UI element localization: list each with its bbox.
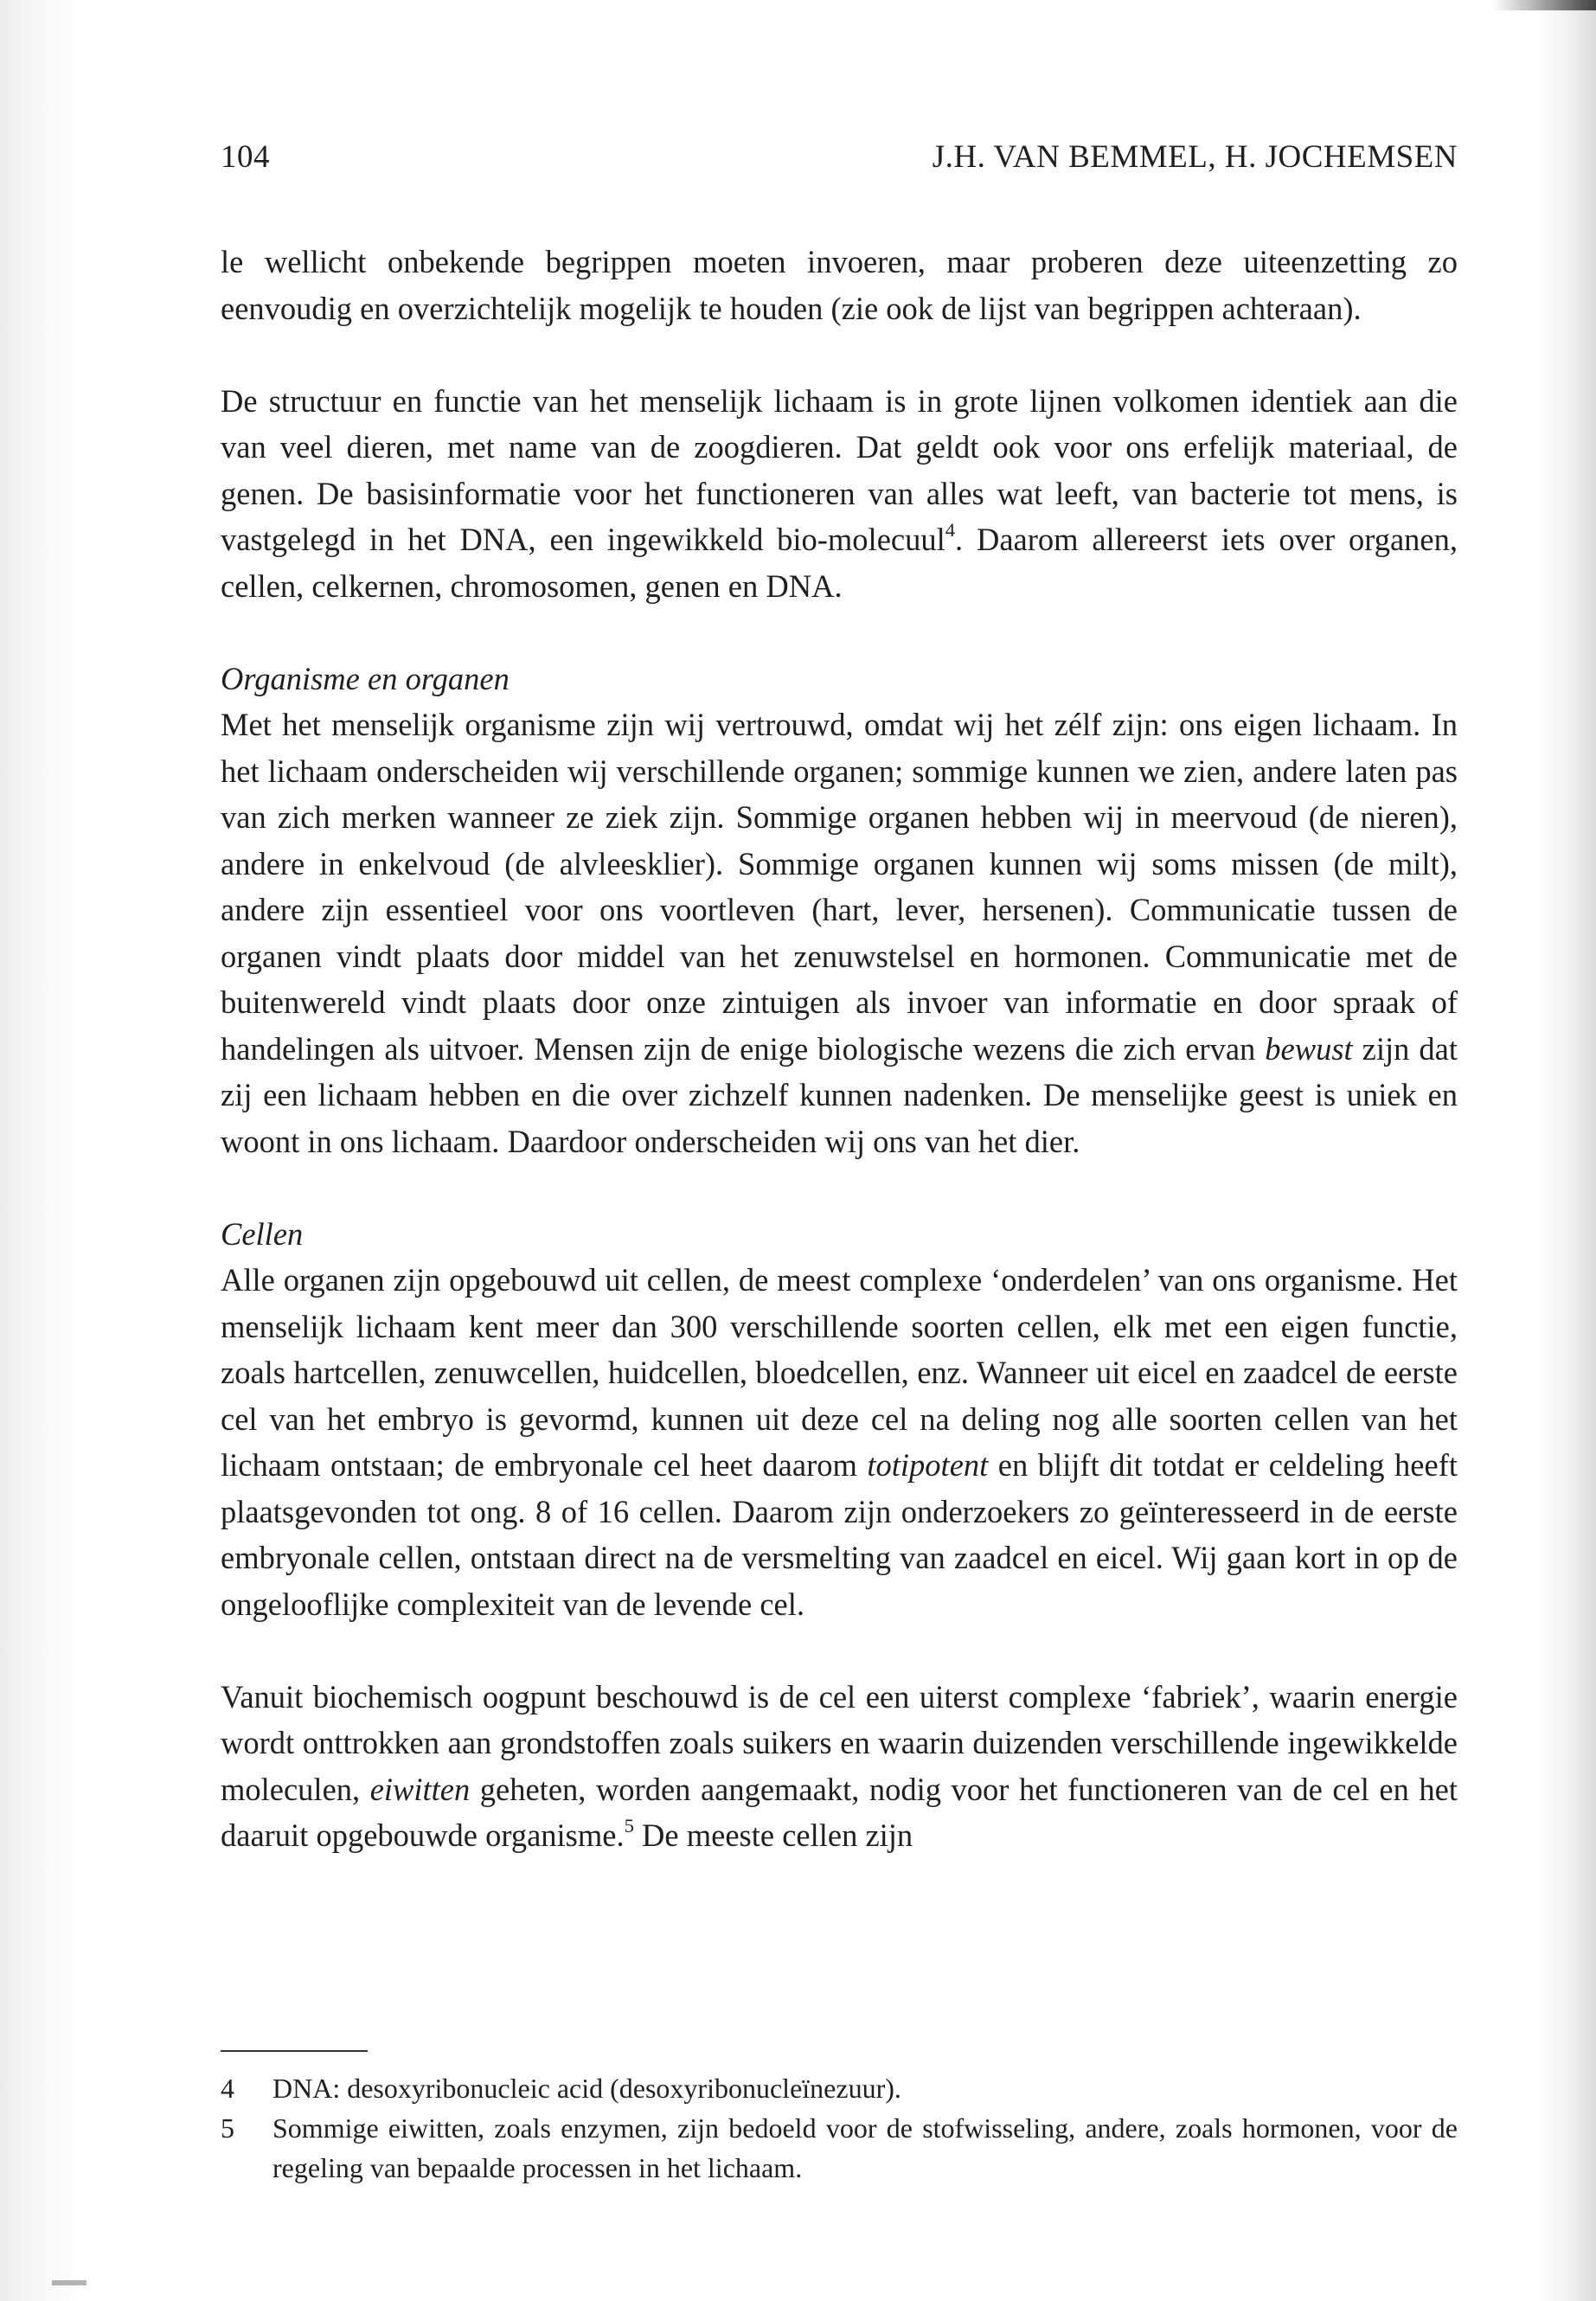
footnote-divider bbox=[221, 2050, 368, 2052]
page-edge-left bbox=[0, 0, 78, 2301]
paragraph-cellen: Alle organen zijn opgebouwd uit cellen, de meest complexe ‘onderdelen’ van ons organisme. Het menselijk lichaam kent meer dan 300 verschillende soorten cellen, elk met een eigen functie, zoals hartcellen, zenuwcellen, huidcellen, bloedcellen, enz. Wanneer uit eicel en zaadcel de eerste cel van het embryo is gevormd, kunnen uit deze cel na deling nog alle soorten cellen van het lichaam ontstaan; de embryonale cel heet daarom totipotent en blijft dit totdat er celdeling heeft plaatsgevonden tot ong. 8 of 16 cellen. Daarom zijn onderzoekers zo geïnteresseerd in de eerste embryonale cellen, ontstaan direct na de versmelting van zaadcel en eicel. Wij gaan kort in op de ongelooflijke complexiteit van de levende cel. bbox=[221, 1262, 1458, 1622]
footnote-ref-5: 5 bbox=[624, 1815, 634, 1837]
page-edge-right bbox=[1535, 0, 1596, 2301]
footnote-ref-4: 4 bbox=[945, 519, 956, 542]
page-number: 104 bbox=[221, 139, 270, 175]
scan-corner-mark bbox=[1492, 0, 1596, 10]
paragraph-intro: le wellicht onbekende begrippen moeten invoeren, maar proberen deze uiteenzetting zo eenvoudig en overzichtelijk mogelijk te houden (zie ook de lijst van begrippen achteraan). bbox=[221, 244, 1458, 326]
running-head: J.H. VAN BEMMEL, H. JOCHEMSEN bbox=[932, 139, 1458, 175]
scan-bottom-mark bbox=[52, 2280, 87, 2285]
paragraph-structure: De structuur en functie van het menselijk lichaam is in grote lijnen volkomen identiek aan die van veel dieren, met name van de zoogdieren. Dat geldt ook voor ons erfelijk materiaal, de genen. De basisinformatie voor het functioneren van alles wat leeft, van bacterie tot mens, is vastgelegd in het DNA, een ingewikkeld bio-molecuul$^4$. Daarom allereerst iets over organen, cellen, celkernen, chromosomen, genen en DNA. bbox=[221, 382, 1458, 604]
paragraph-organisme: Met het menselijk organisme zijn wij vertrouwd, omdat wij het zélf zijn: ons eigen lichaam. In het lichaam onderscheiden wij verschillende organen; sommige kunnen we zien, andere laten pas van zich merken wanneer ze ziek zijn. Sommige organen hebben wij in meervoud (de nieren), andere in enkelvoud (de alvleesklier). Sommige organen kunnen wij soms missen (de milt), andere zijn essentieel voor ons voortleven (hart, lever, hersenen). Communicatie tussen de organen vindt plaats door middel van het zenuwstelsel en hormonen. Communicatie met de buitenwereld vindt plaats door onze zintuigen als invoer van informatie en door spraak of handelingen als uitvoer. Mensen zijn de enige biologische wezens die zich ervan bewust zijn dat zij een lichaam hebben en die over zichzelf kunnen nadenken. De menselijke geest is uniek en woont in ons lichaam. Daardoor onderscheiden wij ons van het dier. bbox=[221, 707, 1458, 1159]
footnote-number: 4 bbox=[221, 2073, 234, 2104]
footnotes bbox=[221, 2068, 1458, 2188]
page-header bbox=[221, 138, 1458, 182]
footnote-item bbox=[221, 2108, 1458, 2188]
footnote-text: DNA: desoxyribonucleic acid (desoxyribonucleïnezuur). bbox=[272, 2073, 901, 2104]
footnote-number: 5 bbox=[221, 2112, 234, 2144]
body-text bbox=[221, 239, 1458, 1859]
section-heading-cellen: Cellen bbox=[221, 1215, 304, 1252]
footnote-item bbox=[221, 2068, 1458, 2108]
footnote-text: Sommige eiwitten, zoals enzymen, zijn bedoeld voor de stofwisseling, andere, zoals hormonen, voor de regeling van bepaalde processen in het lichaam. bbox=[272, 2112, 1458, 2183]
paragraph-biochemisch: Vanuit biochemisch oogpunt beschouwd is de cel een uiterst complexe ‘fabriek’, waarin energie wordt onttrokken aan grondstoffen zoals suikers en waarin duizenden verschillende ingewikkelde moleculen, eiwitten geheten, worden aangemaakt, nodig voor het functioneren van de cel en het daaruit opgebouwde organisme.$^5$ De meeste cellen zijn bbox=[221, 1678, 1458, 1853]
section-heading-organisme: Organisme en organen bbox=[221, 660, 510, 696]
